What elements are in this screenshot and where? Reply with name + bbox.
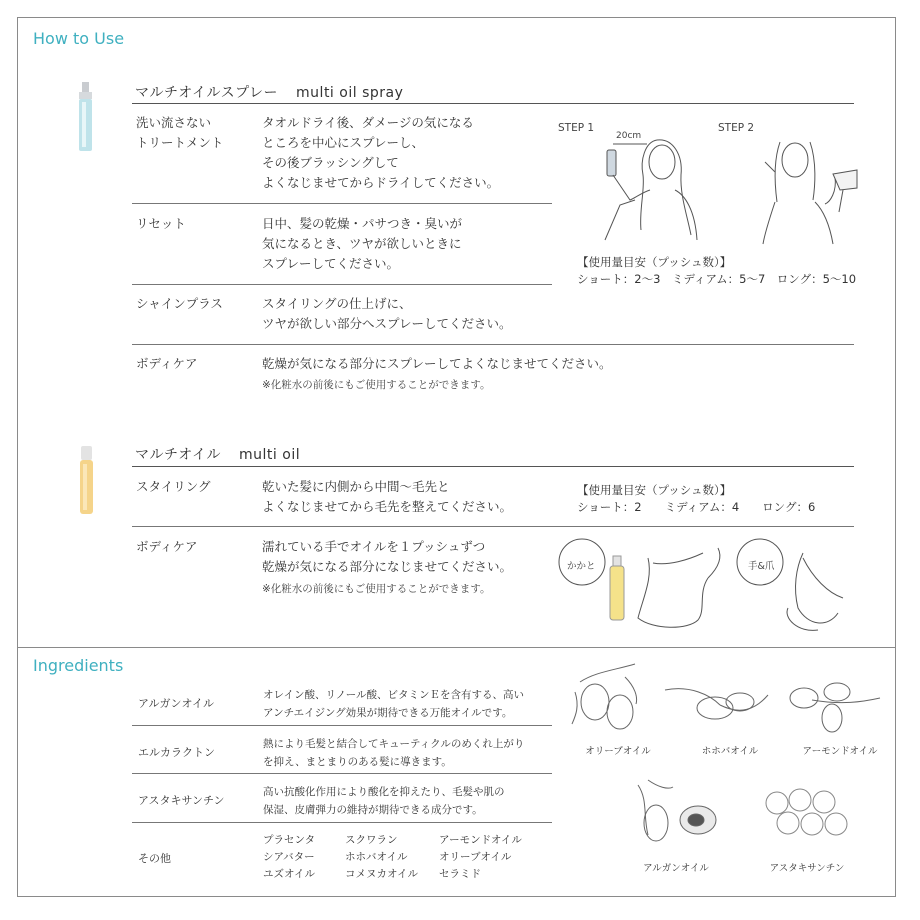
other-item: ホホバオイル: [345, 851, 408, 863]
ingredient-label: エルカラクトン: [138, 746, 215, 759]
astaxanthin-caption: アスタキサンチン: [769, 863, 845, 874]
olive-illustration: [570, 662, 645, 737]
oil-usage-title: 【使用量目安（プッシュ数）】: [577, 483, 732, 497]
oil-title-rule: [132, 466, 854, 467]
ingredients-title: Ingredients: [33, 656, 124, 675]
spray-row-label: シャインプラス: [136, 296, 223, 311]
spray-bottle-icon: [76, 82, 96, 154]
other-item: アーモンドオイル: [439, 834, 522, 846]
spray-body-note: ※化粧水の前後にもご使用することができます。: [262, 379, 491, 391]
ingredient-label: アルガンオイル: [138, 697, 215, 710]
spray-row-text: タオルドライ後、ダメージの気になる ところを中心にスプレーし、 その後ブラッシングして よくなじませてからドライしてください。: [262, 115, 500, 190]
ingredient-text: 高い抗酸化作用により酸化を抑えたり、毛髪や肌の 保湿、皮膚弾力の維持が期待できる成分です。: [263, 786, 505, 816]
other-label: その他: [138, 852, 171, 865]
row-rule: [132, 725, 552, 726]
oil-usage-text: ショート：2 ミディアム：4 ロング：6: [577, 500, 816, 514]
spray-name-jp: マルチオイルスプレー: [135, 85, 279, 101]
other-col-3: [439, 832, 522, 883]
spray-row-label: ボディケア: [136, 356, 198, 371]
distance-label: 20cm: [616, 131, 642, 141]
spray-row-text: 日中、髪の乾燥・パサつき・臭いが 気になるとき、ツヤが欲しいときに スプレーしてください。: [262, 216, 463, 271]
almond-caption: アーモンドオイル: [802, 746, 878, 757]
astaxanthin-illustration: [762, 788, 852, 843]
argan-caption: アルガンオイル: [643, 863, 709, 874]
other-col-2: [345, 832, 418, 883]
spray-row-text: スタイリングの仕上げに、 ツヤが欲しい部分へスプレーしてください。: [262, 296, 512, 331]
step1-label: STEP 1: [558, 122, 595, 134]
other-item: コメヌカオイル: [345, 868, 418, 880]
oil-body-note: ※化粧水の前後にもご使用することができます。: [262, 583, 491, 595]
spray-product-title: [135, 82, 403, 102]
how-to-use-title: How to Use: [33, 29, 125, 48]
other-item: シアバター: [263, 851, 315, 863]
oil-product-title: [135, 444, 300, 464]
jojoba-illustration: [660, 680, 770, 730]
row-rule: [132, 284, 552, 285]
oil-row-label: スタイリング: [136, 479, 211, 494]
oil-name-jp: マルチオイル: [135, 447, 222, 463]
spray-row-label: リセット: [136, 216, 186, 231]
step2-illustration: [755, 132, 865, 247]
step1-illustration: [595, 130, 705, 245]
almond-illustration: [782, 680, 882, 735]
ingredient-text: オレイン酸、リノール酸、ビタミンＥを含有する、高い アンチエイジング効果が期待できる万能オイルです。: [263, 689, 525, 719]
other-item: セラミド: [439, 868, 481, 880]
other-item: ユズオイル: [263, 868, 315, 880]
spray-title-rule: [132, 103, 854, 104]
oil-name-en: multi oil: [239, 447, 301, 463]
section-divider: [17, 647, 896, 648]
body-care-illustration: [558, 538, 858, 638]
row-rule: [132, 526, 854, 527]
heel-label: かかと: [567, 561, 596, 572]
row-rule: [132, 773, 552, 774]
other-item: スクワラン: [345, 834, 398, 846]
oil-row-label: ボディケア: [136, 539, 198, 554]
olive-caption: オリーブオイル: [585, 746, 651, 757]
oil-row-text: 濡れている手でオイルを１プッシュずつ 乾燥が気になる部分になじませてください。: [262, 539, 513, 574]
row-rule: [132, 822, 552, 823]
spray-usage-title: 【使用量目安（プッシュ数）】: [577, 255, 732, 269]
oil-bottle-icon: [77, 446, 97, 516]
other-item: オリーブオイル: [439, 851, 512, 863]
spray-name-en: multi oil spray: [296, 85, 404, 101]
step2-label: STEP 2: [718, 122, 755, 134]
ingredient-text: 熱により毛髪と結合してキューティクルのめくれ上がり を抑え、まとまりのある髪に導きます。: [263, 738, 525, 768]
spray-usage-text: ショート：2〜3 ミディアム：5〜7 ロング：5〜10: [577, 272, 857, 286]
oil-row-text: 乾いた髪に内側から中間〜毛先と よくなじませてから毛先を整えてください。: [262, 479, 513, 514]
ingredient-label: アスタキサンチン: [138, 794, 225, 807]
row-rule: [132, 344, 854, 345]
spray-row-label: 洗い流さない トリートメント: [136, 115, 224, 150]
other-col-1: [263, 832, 315, 883]
row-rule: [132, 203, 552, 204]
jojoba-caption: ホホバオイル: [701, 746, 759, 757]
hands-label: 手&爪: [748, 561, 775, 572]
argan-illustration: [628, 775, 723, 855]
other-item: プラセンタ: [263, 834, 316, 846]
spray-row-text: 乾燥が気になる部分にスプレーしてよくなじませてください。: [262, 356, 612, 371]
